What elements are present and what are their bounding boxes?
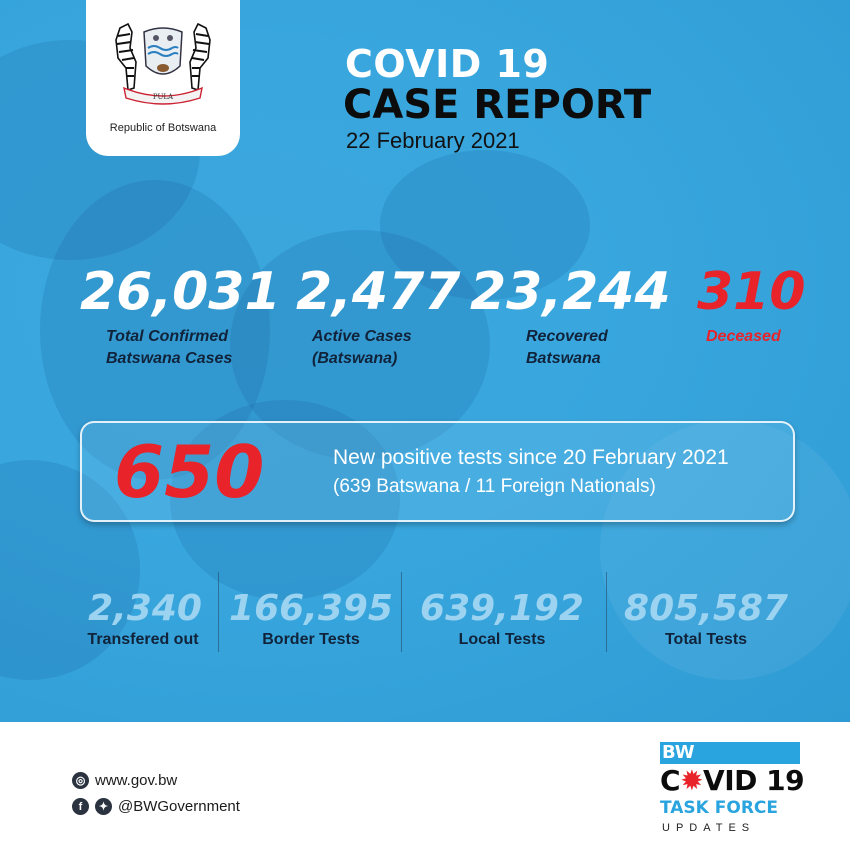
stat-label-line: Active Cases [312, 328, 412, 345]
new-positive-value: 650 [114, 430, 265, 514]
stat-label-line: (Batswana) [312, 350, 398, 367]
page-title-line2: CASE REPORT [343, 82, 652, 128]
active-cases-label [312, 326, 412, 370]
stat-divider [606, 572, 607, 652]
social-handle[interactable]: @BWGovernment [118, 798, 240, 815]
new-positive-description: New positive tests since 20 February 2021 [333, 446, 729, 469]
task-force-badge [660, 742, 810, 837]
stat-divider [218, 572, 219, 652]
virus-icon: ✹ [680, 764, 704, 797]
website-row[interactable] [72, 772, 177, 789]
total-tests-label: Total Tests [664, 631, 748, 648]
total-tests-value: 805,587 [624, 588, 788, 629]
government-logo-card [86, 0, 240, 156]
coat-of-arms-icon [106, 18, 220, 108]
stat-label-line: Recovered [526, 328, 608, 345]
twitter-icon[interactable]: ✦ [95, 798, 112, 815]
recovered-value: 23,244 [470, 262, 671, 322]
recovered-label [526, 326, 608, 370]
badge-covid-rest: VID 19 [703, 764, 805, 797]
border-tests-label: Border Tests [262, 631, 360, 648]
stat-label-line: Batswana Cases [106, 350, 233, 367]
stat-label-line: Batswana [526, 350, 601, 367]
border-tests-value: 166,395 [229, 588, 393, 629]
badge-task-force: TASK FORCE [660, 798, 779, 818]
transferred-out-label: Transfered out [87, 631, 199, 648]
badge-bw: BW [660, 742, 800, 764]
facebook-icon[interactable]: f [72, 798, 89, 815]
badge-covid-c: C [660, 764, 681, 797]
website-link[interactable]: www.gov.bw [95, 772, 178, 789]
badge-updates: UPDATES [662, 822, 756, 834]
report-date: 22 February 2021 [346, 128, 520, 153]
stat-label-line: Deceased [706, 328, 781, 345]
total-confirmed-label [106, 326, 232, 370]
local-tests-label: Local Tests [458, 631, 546, 648]
social-row[interactable] [72, 798, 240, 815]
logo-caption: Republic of Botswana [109, 122, 217, 134]
svg-text:PULA: PULA [152, 93, 174, 101]
globe-icon: ◎ [72, 772, 89, 789]
deceased-value: 310 [697, 262, 806, 322]
active-cases-value: 2,477 [296, 262, 461, 322]
deceased-label [706, 326, 781, 348]
total-confirmed-value: 26,031 [80, 262, 281, 322]
badge-covid [660, 764, 804, 797]
transferred-out-value: 2,340 [88, 588, 202, 629]
stat-label-line: Total Confirmed [106, 328, 229, 345]
new-positive-breakdown: (639 Batswana / 11 Foreign Nationals) [333, 476, 656, 497]
page-title-line1: COVID 19 [345, 42, 550, 86]
stat-divider [401, 572, 402, 652]
local-tests-value: 639,192 [420, 588, 584, 629]
